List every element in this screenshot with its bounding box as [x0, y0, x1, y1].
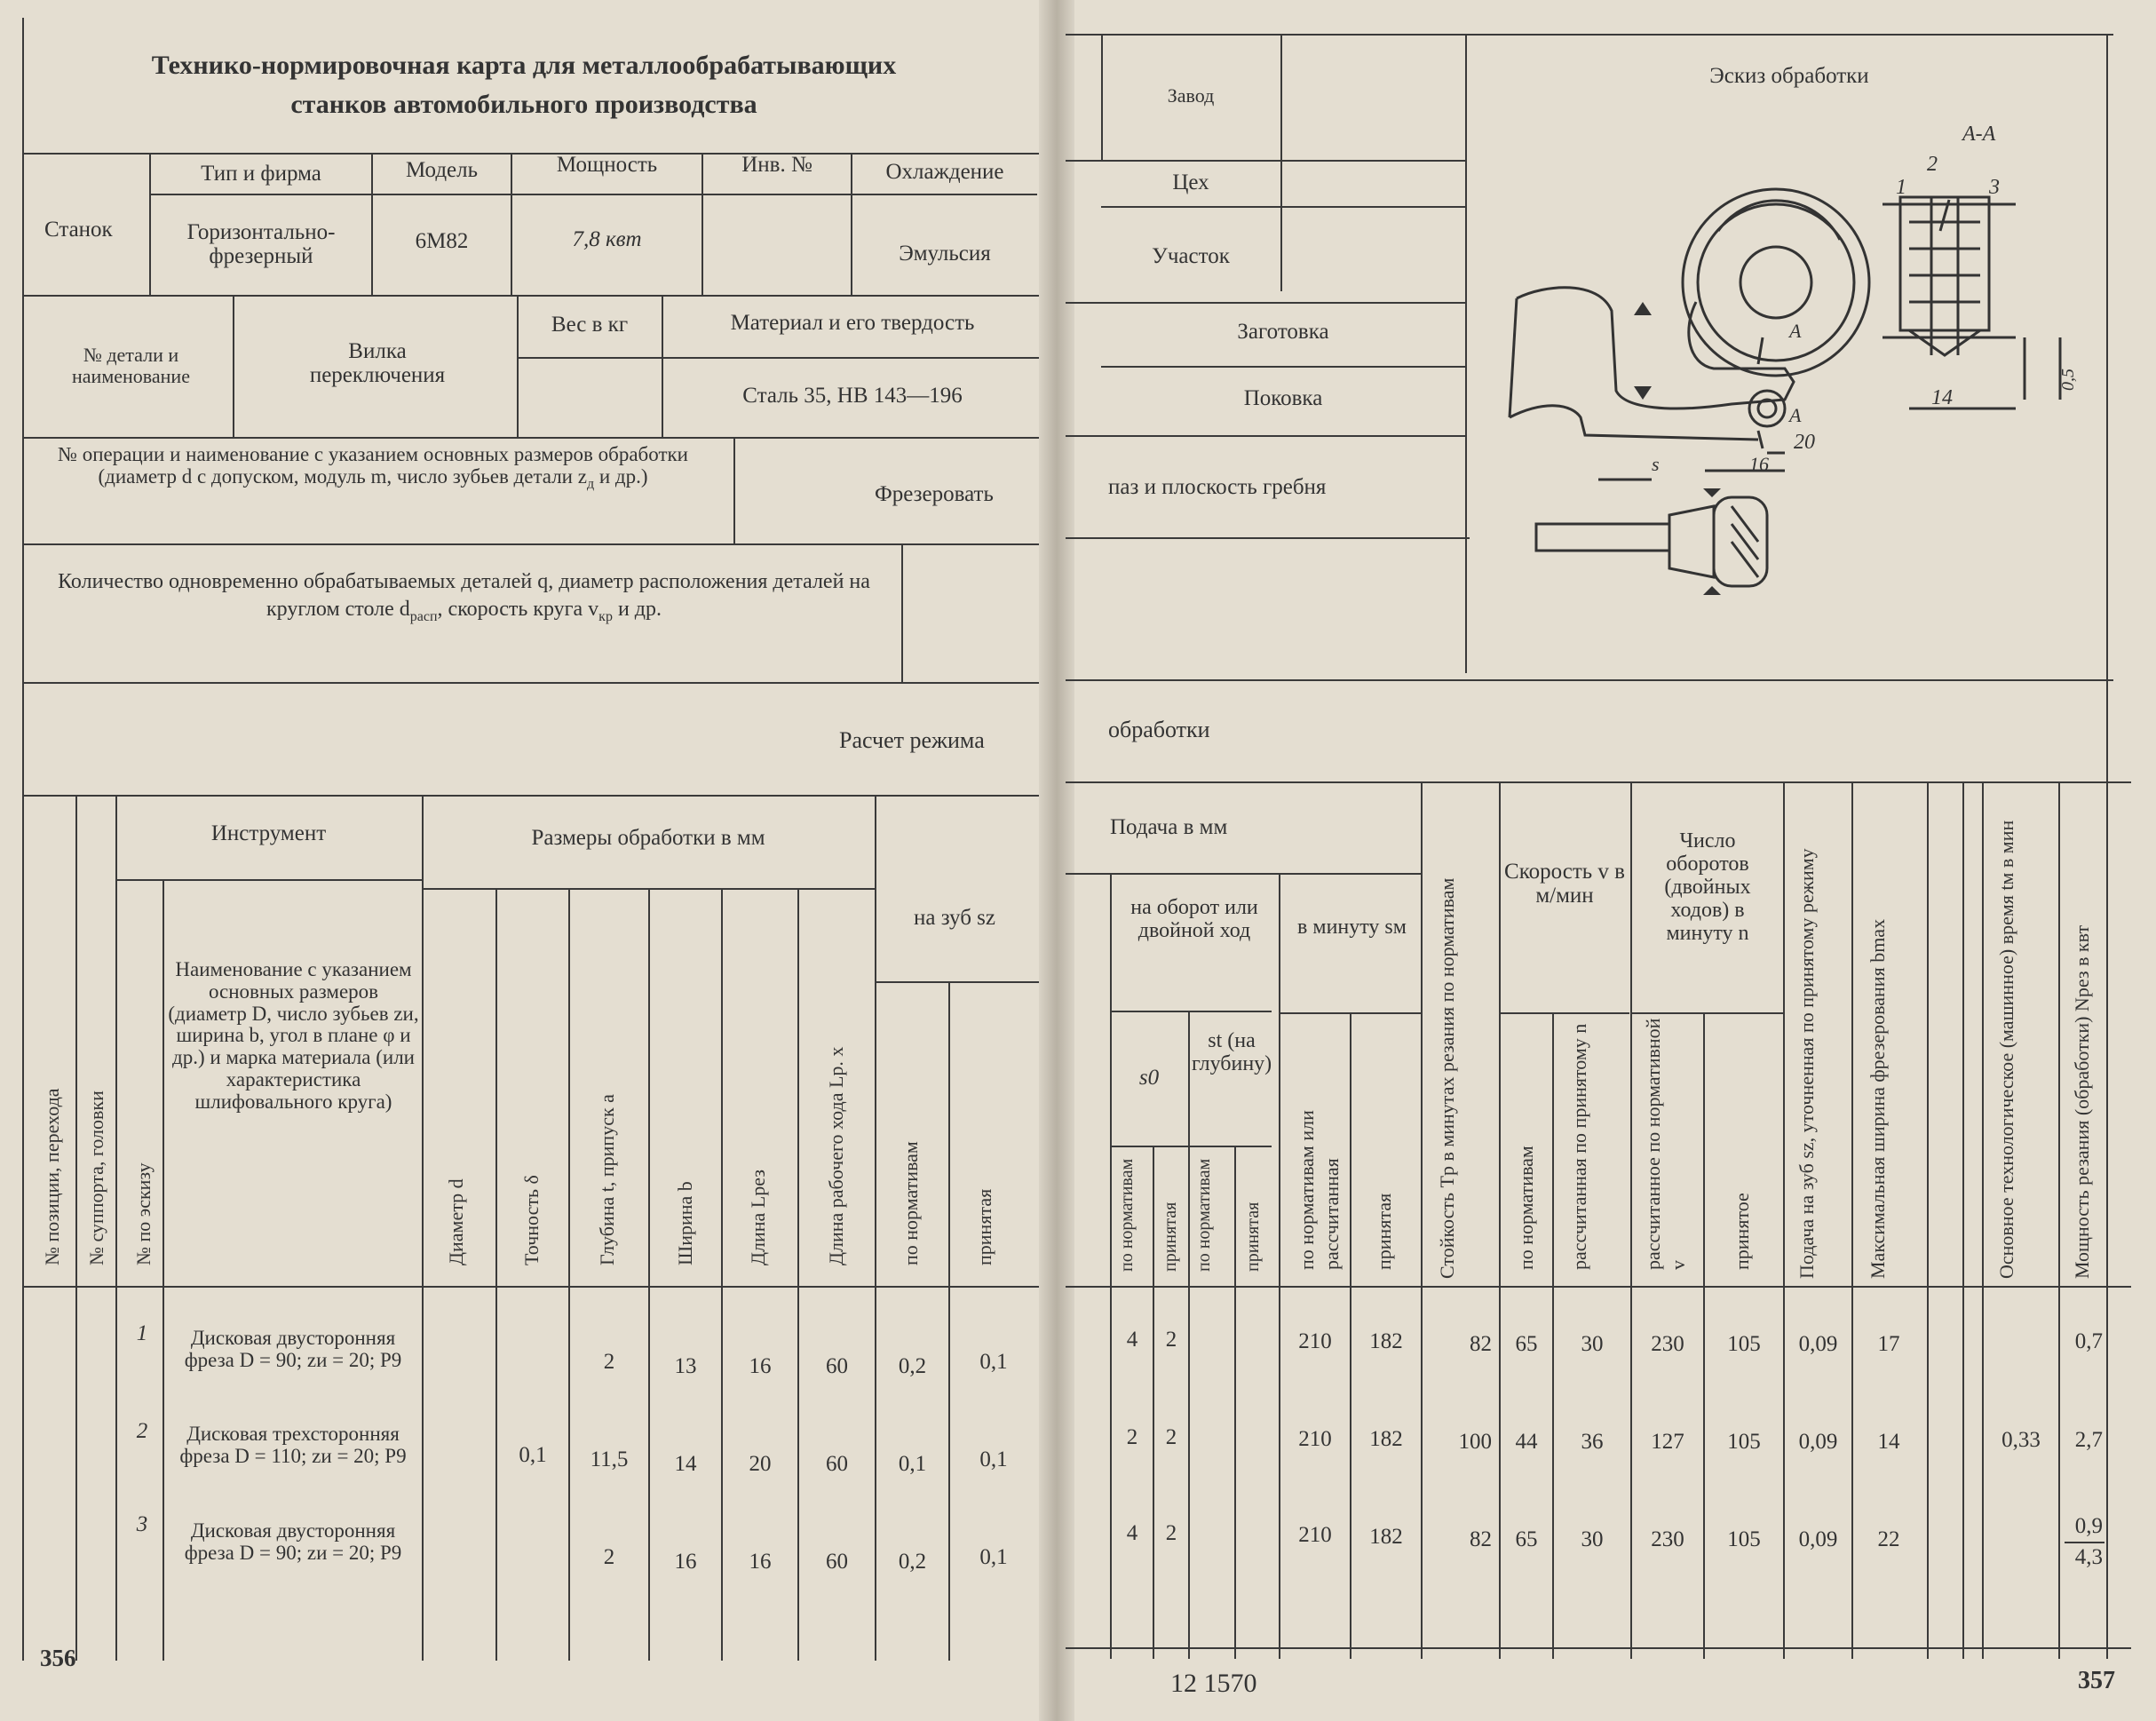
rpm-calc-header: рассчитанное по нормативной v [1642, 1018, 1689, 1270]
part-label: № детали и наименование [72, 344, 190, 387]
sketch-dim-05: 0,5 [2058, 369, 2078, 391]
rule [733, 437, 735, 543]
rule [875, 981, 1039, 983]
s0-norm-row-1: 4 [1126, 1328, 1138, 1352]
sm-calc-row-1: 210 [1298, 1329, 1332, 1353]
max-width-row-1: 17 [1877, 1332, 1900, 1356]
length-row-1: 16 [749, 1354, 772, 1378]
cutting-power-row-2: 2,7 [2074, 1428, 2103, 1452]
sketch-no-2: 2 [136, 1419, 148, 1443]
rule [797, 888, 799, 1661]
rpm-taken-row-3: 105 [1727, 1527, 1761, 1551]
cooling-value: Эмульсия [899, 242, 991, 266]
stroke-row-3: 60 [826, 1550, 848, 1574]
rule [1110, 1011, 1272, 1012]
part-name: Вилка переключения [309, 339, 446, 387]
rule [1066, 679, 2113, 681]
rule [233, 295, 234, 437]
shop-label: Цех [1172, 171, 1209, 194]
material-value: Сталь 35, НВ 143—196 [742, 384, 963, 408]
width-header: Ширина b [674, 1181, 696, 1265]
rule [1465, 34, 1467, 673]
sketch-callout-3: 3 [1989, 176, 2000, 199]
sketch-title: Эскиз обработки [1709, 64, 1869, 88]
cutting-power-header: Мощность резания (обработки) Nрез в квт [2071, 924, 2093, 1279]
sz-taken-row-1: 0,1 [979, 1350, 1008, 1374]
cutting-power-total: 4,3 [2074, 1545, 2103, 1569]
rule [1101, 366, 1465, 368]
rule [1188, 1011, 1190, 1659]
card-title-line1: Технико-нормировочная карта для металлообрабатывающих [151, 51, 897, 80]
diameter-header: Диаметр d [445, 1178, 467, 1265]
tool-life-header: Стойкость Tр в минутах резания по нормативам [1436, 877, 1458, 1279]
machine-type-header: Тип и фирма [201, 162, 321, 186]
rule [22, 437, 1039, 439]
rule [517, 357, 1039, 359]
rule [22, 1286, 1039, 1288]
speed-norm-row-2: 44 [1515, 1430, 1538, 1454]
sz-norm-row-2: 0,1 [898, 1452, 927, 1476]
rule [1280, 34, 1282, 291]
rule [1982, 781, 1984, 1659]
page-number-left: 356 [40, 1645, 76, 1671]
tool-life-row-1: 82 [1470, 1332, 1492, 1356]
rule [22, 18, 24, 1661]
sketch-section-mark-2: А [1789, 404, 1802, 426]
plant-label: Завод [1167, 84, 1215, 107]
accuracy-header: Точность δ [520, 1175, 543, 1265]
book-spine [1039, 0, 1074, 1721]
machine-label: Станок [44, 218, 113, 242]
tool-row-2: Дисковая трехсторонняя фреза D = 110; zи = 20; Р9 [179, 1423, 407, 1467]
st-norm-header: по нормативам [1194, 1158, 1214, 1272]
tool-life-row-2: 100 [1458, 1430, 1492, 1454]
footer-code: 12 1570 [1170, 1669, 1257, 1698]
cooling-header: Охлаждение [885, 160, 1004, 184]
sm-taken-header: принятая [1373, 1193, 1395, 1270]
rule [495, 888, 497, 1661]
speed-norm-header: по нормативам [1515, 1146, 1537, 1270]
st-taken-header: принятая [1243, 1202, 1263, 1272]
length-row-2: 20 [749, 1452, 772, 1476]
rule [75, 795, 77, 1661]
s0-taken-row-2: 2 [1165, 1425, 1177, 1449]
s0-norm-row-3: 4 [1126, 1521, 1138, 1545]
rule [22, 543, 1039, 545]
s0-norm-row-2: 2 [1126, 1425, 1138, 1449]
sz-taken-row-3: 0,1 [979, 1545, 1008, 1569]
st-header: st (на глубину) [1192, 1029, 1272, 1075]
calc-mode-continuation: обработки [1108, 717, 1210, 742]
power-header: Мощность [556, 153, 658, 177]
speed-calc-row-1: 30 [1581, 1332, 1604, 1356]
machining-sketch [1492, 98, 2131, 631]
calc-mode-label: Расчет режима [839, 727, 985, 753]
speed-calc-row-2: 36 [1581, 1430, 1604, 1454]
rule [115, 879, 422, 881]
rule [1066, 34, 2113, 36]
rule [1962, 781, 1964, 1659]
refined-feed-row-2: 0,09 [1798, 1430, 1838, 1454]
speed-norm-row-3: 65 [1515, 1527, 1538, 1551]
speed-norm-row-1: 65 [1515, 1332, 1538, 1356]
sz-norm-row-3: 0,2 [898, 1550, 927, 1574]
rule [1066, 435, 1465, 437]
model-header: Модель [405, 158, 479, 182]
sz-norm-row-1: 0,2 [898, 1354, 927, 1378]
accuracy-value: 0,1 [519, 1443, 547, 1467]
s0-header: s0 [1138, 1066, 1160, 1090]
length-row-3: 16 [749, 1550, 772, 1574]
stroke-row-2: 60 [826, 1452, 848, 1476]
per-tooth-header: на зуб sz [913, 906, 996, 930]
rule [648, 888, 650, 1661]
depth-row-2: 11,5 [590, 1447, 629, 1471]
power-value: 7,8 квт [572, 227, 642, 251]
rule [721, 888, 723, 1661]
weight-header: Вес в кг [551, 313, 629, 337]
blank-value: Поковка [1243, 386, 1323, 410]
page-number-right: 357 [2078, 1667, 2115, 1694]
refined-feed-row-1: 0,09 [1798, 1332, 1838, 1356]
rule [422, 795, 424, 1661]
rule [1101, 206, 1465, 208]
sm-taken-row-3: 182 [1369, 1525, 1403, 1549]
width-row-3: 16 [674, 1550, 697, 1574]
max-width-row-2: 14 [1877, 1430, 1900, 1454]
length-header: Длина Lрез [747, 1170, 769, 1265]
position-header: № позиции, перехода [41, 1088, 63, 1265]
sz-taken-row-2: 0,1 [979, 1447, 1008, 1471]
rpm-calc-row-2: 127 [1651, 1430, 1684, 1454]
rule [149, 194, 1037, 195]
cutting-power-row-1: 0,7 [2074, 1329, 2103, 1353]
sm-calc-header: по нормативам или рассчитанная [1296, 1110, 1343, 1270]
model-value: 6М82 [415, 229, 469, 253]
sketch-callout-1: 1 [1896, 176, 1906, 199]
rule [901, 543, 903, 682]
width-row-1: 13 [674, 1354, 697, 1378]
tool-row-1: Дисковая двусторонняя фреза D = 90; zи = 20; Р9 [184, 1327, 402, 1371]
depth-row-3: 2 [603, 1545, 615, 1569]
refined-feed-header: Подача на зуб sz, уточненная по принятому режиму [1795, 848, 1818, 1279]
speed-calc-header: рассчитанная по принятому n [1568, 1023, 1590, 1270]
dimensions-header: Размеры обработки в мм [531, 826, 765, 850]
sketch-section-label: А-А [1962, 123, 1996, 146]
support-header: № суппорта, головки [85, 1090, 107, 1265]
rule [1066, 781, 2131, 783]
rpm-taken-row-1: 105 [1727, 1332, 1761, 1356]
width-row-2: 14 [674, 1452, 697, 1476]
s0-taken-header: принятая [1161, 1202, 1180, 1272]
blank-label: Заготовка [1237, 320, 1329, 344]
tool-description-header: Наименование с указанием основных размеров (диаметр D, число зубьев zи, ширина b, угол в плане φ и др.) и марка материала (или характеристика шлифовального круга) [168, 958, 419, 1113]
feed-header: Подача в мм [1110, 815, 1228, 839]
rule [22, 795, 1039, 797]
rpm-calc-row-3: 230 [1651, 1527, 1684, 1551]
sketch-dim-16: 16 [1749, 453, 1769, 475]
sketch-section-mark-1: А [1789, 320, 1802, 342]
speed-calc-row-3: 30 [1581, 1527, 1604, 1551]
s0-taken-row-1: 2 [1165, 1328, 1177, 1352]
sz-taken-header: принятая [973, 1188, 995, 1265]
rule [1066, 1286, 2131, 1288]
sm-calc-row-2: 210 [1298, 1427, 1332, 1451]
rule [115, 795, 117, 1661]
rule [1501, 1012, 1629, 1014]
rpm-taken-header: принятое [1731, 1193, 1753, 1270]
cutting-power-row-3: 0,9 [2074, 1514, 2103, 1538]
rule [1927, 781, 1929, 1659]
rule [1066, 873, 1421, 875]
s0-taken-row-3: 2 [1165, 1521, 1177, 1545]
refined-feed-row-3: 0,09 [1798, 1527, 1838, 1551]
speed-header: Скорость v в м/мин [1504, 860, 1625, 908]
operation-value: Фрезеровать [875, 482, 994, 506]
max-width-header: Максимальная ширина фрезерования bmax [1867, 918, 1889, 1279]
inventory-header: Инв. № [741, 153, 812, 177]
machine-type-value: Горизонтально-фрезерный [186, 220, 336, 268]
tool-row-3: Дисковая двусторонняя фреза D = 90; zи = 20; Р9 [184, 1519, 402, 1564]
sketch-no-3: 3 [136, 1512, 148, 1536]
s0-norm-header: по нормативам [1117, 1158, 1137, 1272]
rpm-header: Число оборотов (двойных ходов) в минуту n [1664, 829, 1751, 945]
max-width-row-3: 22 [1877, 1527, 1900, 1551]
sketch-dim-14: 14 [1931, 386, 1953, 409]
sketch-no-1: 1 [136, 1321, 148, 1345]
rule [875, 795, 876, 1661]
sketch-callout-2: 2 [1927, 153, 1938, 176]
sm-taken-row-1: 182 [1369, 1329, 1403, 1353]
section-label: Участок [1152, 244, 1230, 268]
stroke-row-1: 60 [826, 1354, 848, 1378]
card-title-line2: станков автомобильного производства [290, 90, 757, 119]
per-minute-header: в минуту sм [1297, 916, 1407, 939]
total-underline [2065, 1542, 2104, 1543]
rule [22, 682, 1039, 684]
sketch-dim-20: 20 [1794, 431, 1815, 454]
rule [1066, 537, 1470, 539]
rpm-taken-row-2: 105 [1727, 1430, 1761, 1454]
stroke-header: Длина рабочего хода Lр. х [825, 1046, 847, 1265]
rule [1066, 160, 1465, 162]
rule [1066, 1647, 2131, 1649]
rpm-calc-row-1: 230 [1651, 1332, 1684, 1356]
sm-taken-row-2: 182 [1369, 1427, 1403, 1451]
rule [162, 879, 164, 1661]
quantity-label: Количество одновременно обрабатываемых деталей q, диаметр расположения деталей на круглом столе $d_{расп}$, скорость круга $v_{кр}$ и др. [58, 570, 870, 624]
depth-row-1: 2 [603, 1350, 615, 1374]
operation-continuation: паз и плоскость гребня [1108, 475, 1327, 499]
rule [662, 295, 663, 437]
sz-norm-header: по нормативам [900, 1141, 922, 1265]
per-revolution-header: на оборот или двойной ход [1130, 896, 1258, 942]
rule [1234, 1146, 1236, 1659]
machine-time-value: 0,33 [2001, 1428, 2041, 1452]
sketch-number-header: № по эскизу [132, 1162, 155, 1265]
machine-time-header: Основное технологическое (машинное) время tм в мин [1995, 820, 2017, 1279]
depth-header: Глубина t, припуск a [596, 1094, 618, 1265]
rule [22, 295, 1039, 297]
tool-life-row-3: 82 [1470, 1527, 1492, 1551]
operation-label: № операции и наименование с указанием основных размеров обработки (диаметр d с допуском, модуль m, число зубьев детали $z_д$ и др.) [58, 443, 688, 492]
rule [1066, 302, 1465, 304]
tool-header: Инструмент [210, 821, 327, 845]
rule [1153, 1146, 1154, 1659]
material-header: Материал и его твердость [730, 311, 975, 335]
sm-calc-row-3: 210 [1298, 1523, 1332, 1547]
sketch-feed-label: s [1652, 453, 1660, 475]
